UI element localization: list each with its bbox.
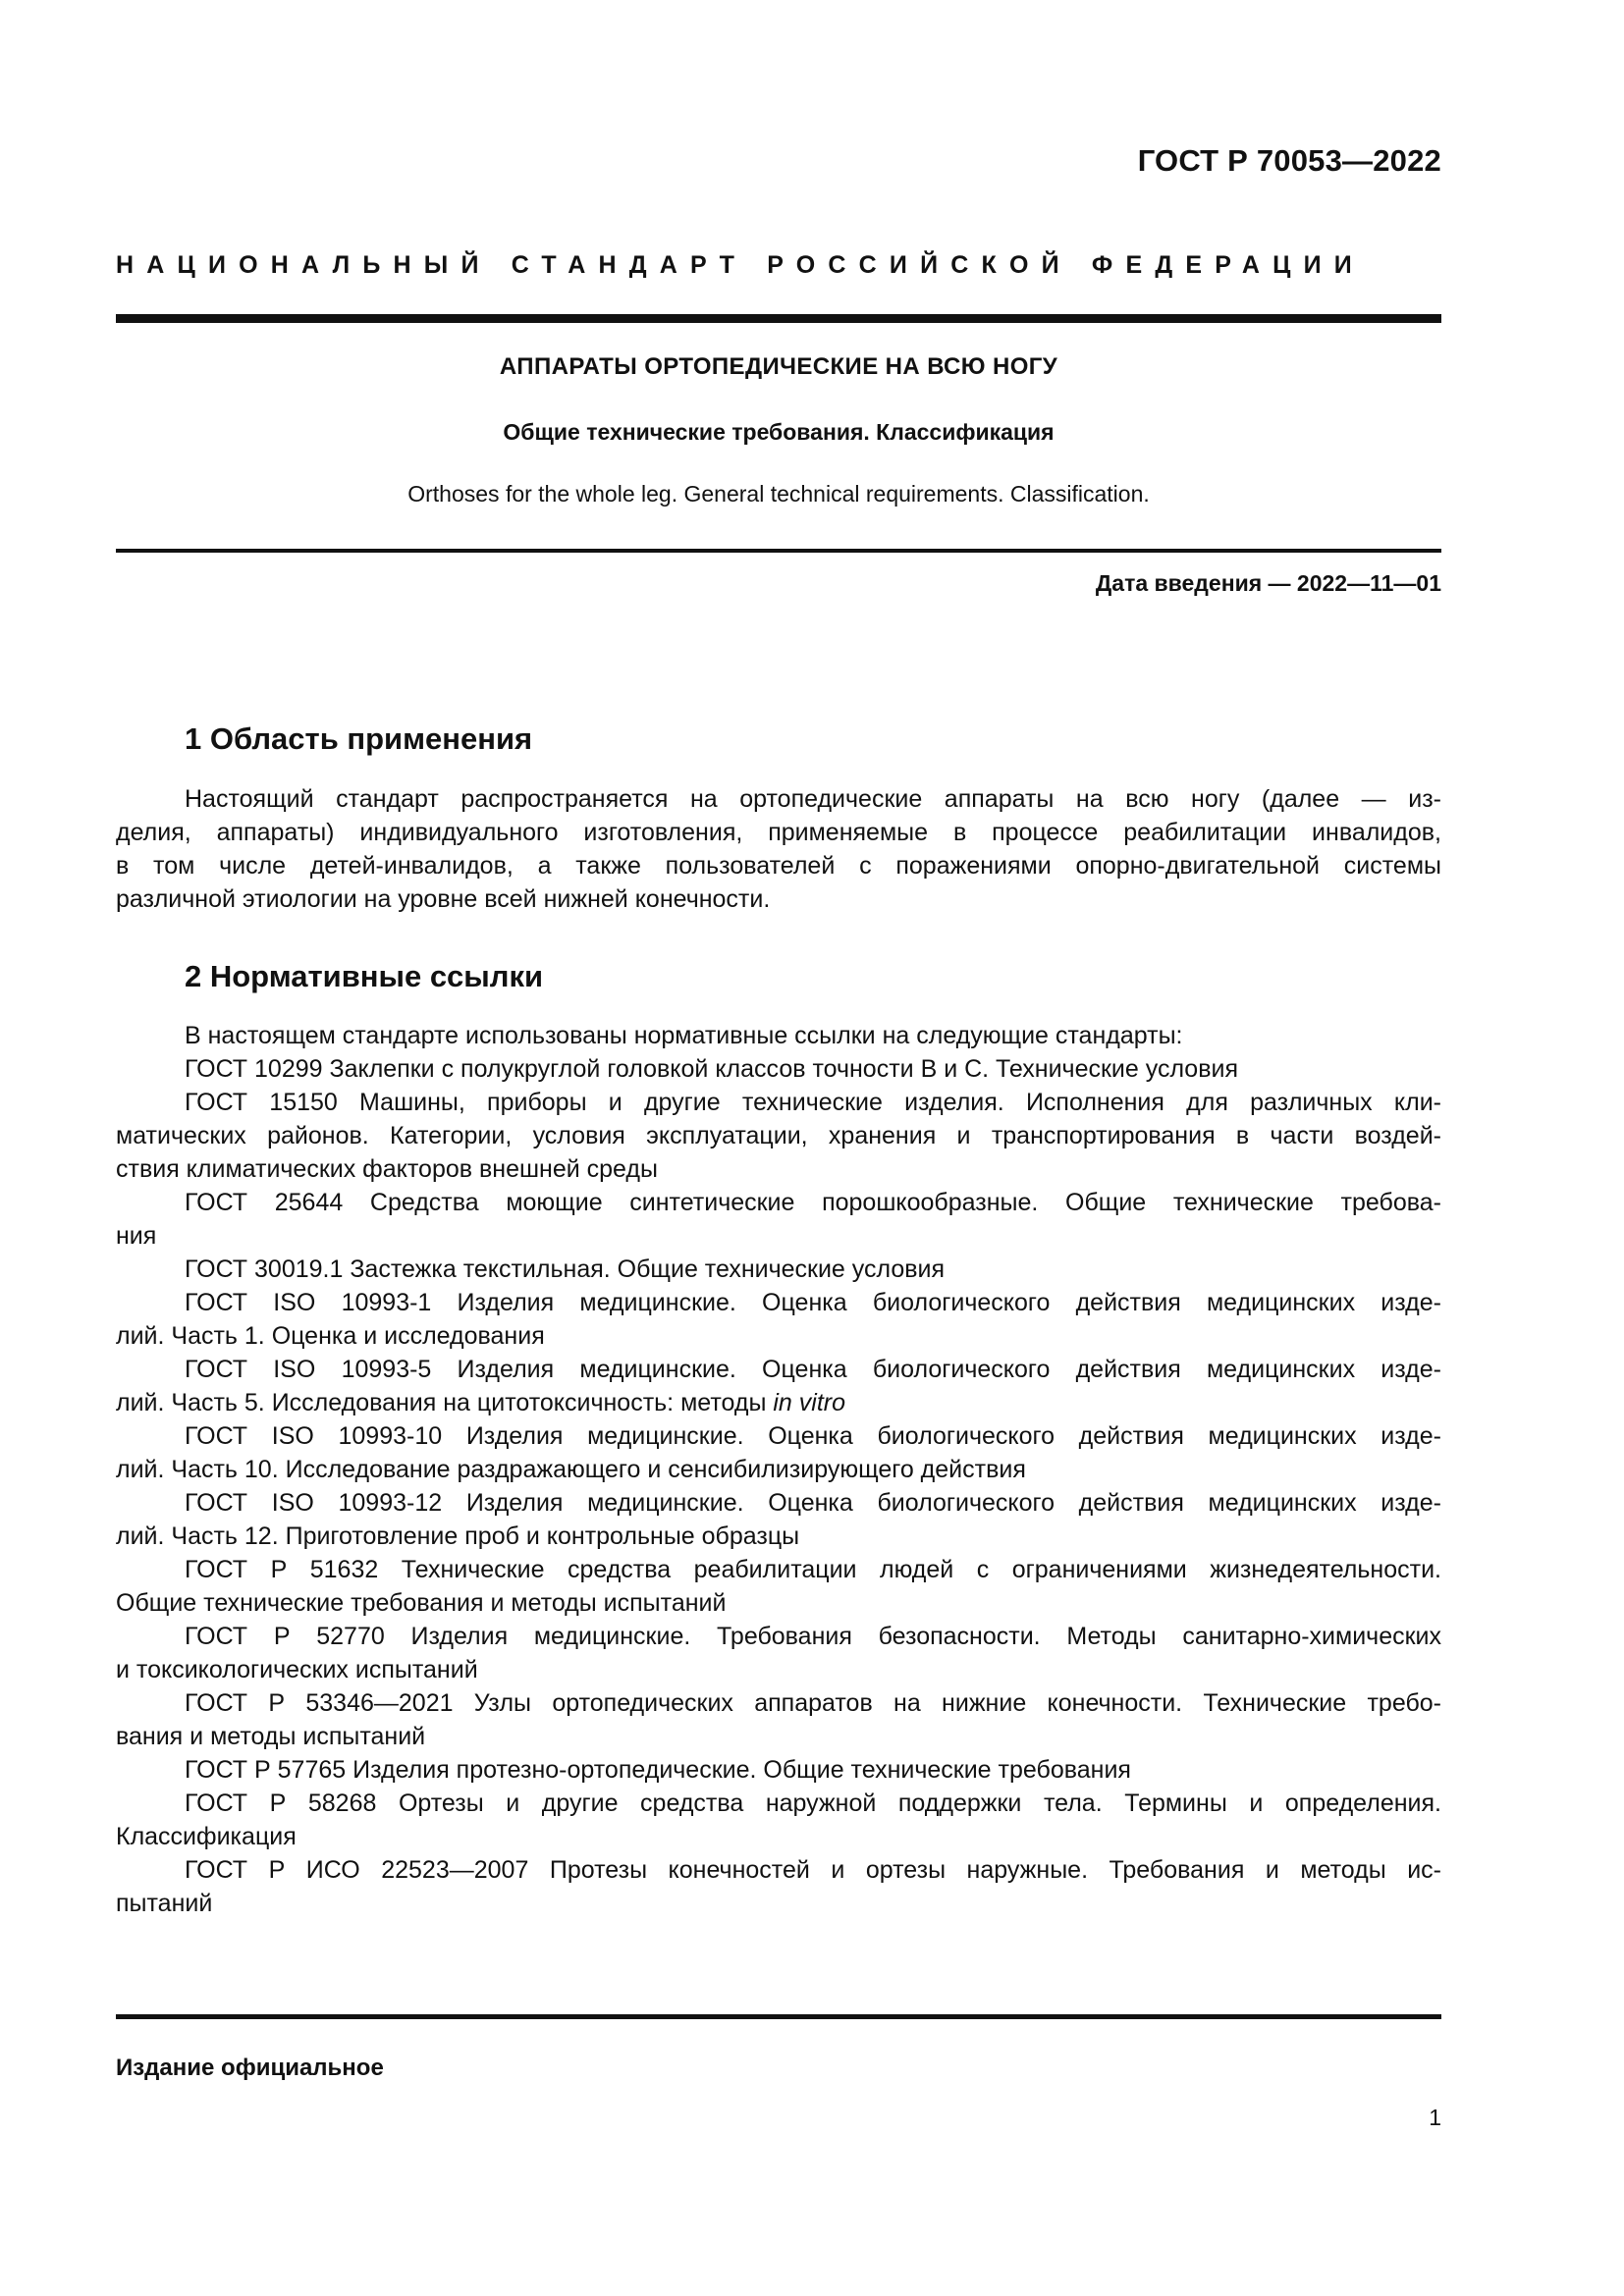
reference-line: ГОСТ Р 57765 Изделия протезно-ортопедические. Общие технические требования — [185, 1756, 1131, 1784]
official-edition-label: Издание официальное — [116, 2055, 384, 2081]
reference-line: ГОСТ Р ИСО 22523—2007 Протезы конечностей и ортезы наружные. Требования и методы ис- — [185, 1856, 1441, 1884]
section-2-intro: В настоящем стандарте использованы нормативные ссылки на следующие стандарты: — [185, 1022, 1183, 1049]
reference-line: ГОСТ 25644 Средства моющие синтетические порошкообразные. Общие технические требова- — [185, 1189, 1441, 1216]
title-rule — [116, 549, 1441, 553]
reference-line: ГОСТ Р 51632 Технические средства реабилитации людей с ограничениями жизнедеятельности. — [185, 1556, 1441, 1583]
reference-line: ГОСТ ISO 10993-1 Изделия медицинские. Оценка биологического действия медицинских изде- — [185, 1289, 1441, 1316]
section-1-line: различной этиологии на уровне всей нижней конечности. — [116, 885, 771, 913]
reference-line: матических районов. Категории, условия эксплуатации, хранения и транспортирования в части воздей- — [116, 1122, 1441, 1149]
reference-line: лий. Часть 10. Исследование раздражающего и сенсибилизирующего действия — [116, 1456, 1026, 1483]
reference-line: и токсикологических испытаний — [116, 1656, 478, 1683]
standard-number: ГОСТ Р 70053—2022 — [1137, 143, 1441, 178]
section-1-body — [116, 782, 1441, 916]
reference-line: пытаний — [116, 1890, 213, 1917]
reference-line: ГОСТ 15150 Машины, приборы и другие технические изделия. Исполнения для различных кли- — [185, 1089, 1441, 1116]
reference-line: ния — [116, 1222, 157, 1250]
document-subtitle: Общие технические требования. Классификация — [503, 419, 1055, 445]
reference-line: Общие технические требования и методы испытаний — [116, 1589, 727, 1617]
document-subtitle-english: Orthoses for the whole leg. General technical requirements. Classification. — [407, 481, 1150, 507]
reference-line: ГОСТ Р 52770 Изделия медицинские. Требования безопасности. Методы санитарно-химических — [185, 1623, 1441, 1650]
reference-line: Классификация — [116, 1823, 297, 1850]
reference-line: вания и методы испытаний — [116, 1723, 426, 1750]
introduction-date: Дата введения — 2022—11—01 — [1095, 570, 1441, 596]
section-1-line: Настоящий стандарт распространяется на ортопедические аппараты на всю ногу (далее — из- — [185, 785, 1441, 813]
reference-line: лий. Часть 1. Оценка и исследования — [116, 1322, 545, 1350]
header-rule — [116, 314, 1441, 323]
reference-line: лий. Часть 12. Приготовление проб и контрольные образцы — [116, 1522, 800, 1550]
reference-line: ГОСТ ISO 10993-5 Изделия медицинские. Оценка биологического действия медицинских изде- — [185, 1356, 1441, 1383]
reference-line: ГОСТ 10299 Заклепки с полукруглой головкой классов точности В и С. Технические условия — [185, 1055, 1238, 1083]
reference-text: лий. Часть 5. Исследования на цитотоксичность: методы — [116, 1389, 767, 1416]
section-1-line: делия, аппараты) индивидуального изготовления, применяемые в процессе реабилитации инвалидов, — [116, 819, 1441, 846]
reference-line: ствия климатических факторов внешней среды — [116, 1155, 658, 1183]
page-number: 1 — [1429, 2105, 1441, 2130]
national-standard-banner: НАЦИОНАЛЬНЫЙ СТАНДАРТ РОССИЙСКОЙ ФЕДЕРАЦИИ — [116, 251, 1365, 279]
reference-line: ГОСТ Р 53346—2021 Узлы ортопедических аппаратов на нижние конечности. Технические требо- — [185, 1689, 1441, 1717]
reference-line: ГОСТ Р 58268 Ортезы и другие средства наружной поддержки тела. Термины и определения. — [185, 1789, 1441, 1817]
italic-term: in vitro — [773, 1389, 846, 1416]
document-title: АППАРАТЫ ОРТОПЕДИЧЕСКИЕ НА ВСЮ НОГУ — [499, 353, 1058, 380]
section-2-heading: 2 Нормативные ссылки — [185, 959, 544, 993]
reference-line: ГОСТ ISO 10993-12 Изделия медицинские. Оценка биологического действия медицинских изде- — [185, 1489, 1441, 1517]
footer-rule — [116, 2014, 1441, 2019]
reference-line: ГОСТ 30019.1 Застежка текстильная. Общие технические условия — [185, 1255, 946, 1283]
section-1-line: в том числе детей-инвалидов, а также пользователей с поражениями опорно-двигательной системы — [116, 852, 1441, 880]
section-2-body — [116, 1019, 1441, 1920]
section-1-heading: 1 Область применения — [185, 721, 533, 756]
reference-line: ГОСТ ISO 10993-10 Изделия медицинские. Оценка биологического действия медицинских изде- — [185, 1422, 1441, 1450]
reference-line-with-italic — [116, 1386, 1441, 1419]
